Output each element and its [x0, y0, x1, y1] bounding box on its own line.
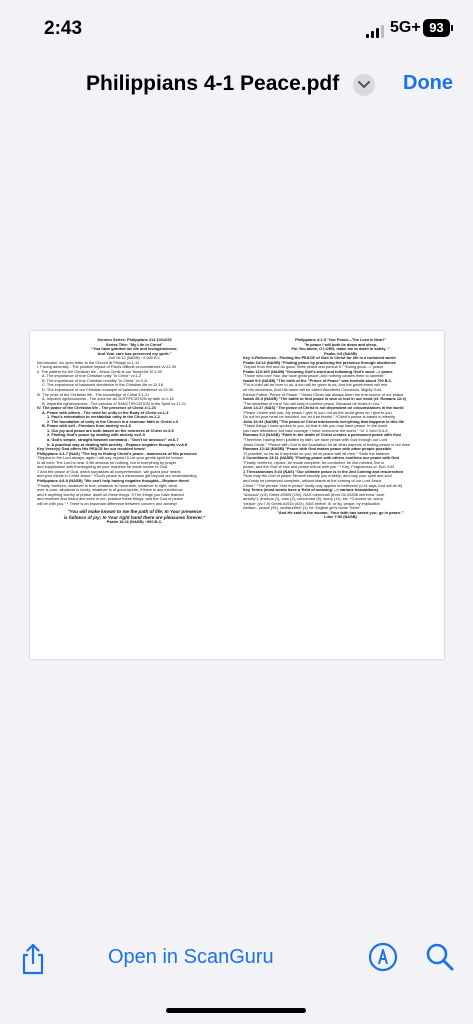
- text-line: Introduction: An open letter to the Church at Philippi vv.1-11: [37, 360, 140, 365]
- text-line: ever is pure, whatever is lovely, whatever is of good repute, if there is any excellence: [37, 488, 183, 493]
- navigation-bar: [0, 62, 473, 110]
- open-in-app-button[interactable]: Open in ScanGuru: [108, 946, 274, 968]
- text-line: Romans 12:18 (NASB) "Peace with God makes peace with other people possible: [243, 447, 392, 452]
- text-line: B. Imparted righteousness - The process of SANCTIFICATION in the Spirit vv.17-21: [42, 401, 187, 406]
- bottom-toolbar: [0, 930, 473, 990]
- text-line: and received and heard and seen in me, practice these things, and the God of peace: [37, 497, 183, 502]
- text-line: Key Verse(s) God offers His PEACE for our troubled times!: [37, 447, 146, 452]
- header-line: "In peace I will both lie down and sleep,: [303, 342, 378, 347]
- closing-verse-line: is fullness of joy; In Your right hand there are pleasures forever.": [63, 514, 206, 520]
- text-line: "Depart from evil and do good; Seek peace and pursue it." *Doing good --> peace: [243, 365, 384, 370]
- text-line: "Those who love Your law have great peace, And nothing causes them to stumble.": [243, 374, 386, 379]
- text-line: And Your care has preserved my spirit.": [97, 351, 172, 356]
- chevron-down-icon[interactable]: [353, 74, 375, 96]
- battery-icon: 93: [423, 19, 450, 37]
- text-line: you have tribulation, but take courage; I have overcome the world." *cf. 1 John 5:4-5: [243, 428, 388, 433]
- pdf-page[interactable]: [30, 331, 444, 659]
- text-line: "Finally, brethren, whatever is true, whatever is honorable, whatever is right, what-: [37, 483, 179, 488]
- search-icon[interactable]: [425, 942, 455, 977]
- verse-reference: Luke 7:50 (NASB): [324, 515, 357, 520]
- text-line: "Now may the God of peace Himself sanctify you entirely; and may your spirit and soul: [243, 474, 392, 479]
- right-column: [243, 338, 438, 520]
- text-line: John 16:33 (NASB) "The peace of Christ transcends everything that happens in this life: [243, 419, 405, 424]
- text-line: Christ." *The phrase "rest in peace" really only applies to believers! (v.24 says God will do it!): [243, 483, 403, 488]
- share-icon[interactable]: [20, 943, 46, 980]
- text-line: "If possible, so far as it depends on you, be at peace with all men." *Note the balance: [243, 451, 390, 456]
- text-line: B. Peace with self - Freedom from anxiety vv.4-5: [42, 424, 131, 429]
- text-line: to all men. The Lord is near. 6 Be anxious for nothing, but in everything by prayer: [37, 460, 177, 465]
- text-line: Series Title: "My Life in Christ": [105, 342, 164, 347]
- status-time: 2:43: [44, 18, 83, 39]
- text-line: "Rejoice in the Lord always; again I will say, rejoice! 5 Let your gentle spirit be known: [37, 456, 183, 461]
- text-line: D. The importance of our Christian example of balanced obedience vv.19-30: [42, 388, 174, 393]
- text-line: "Peace I leave with you; My peace I give to you; not as the world gives do I give to you.: [243, 410, 393, 415]
- text-line: Do not let your heart be troubled, nor let it be fearful." *Christ's peace is based in eternity: [243, 415, 396, 420]
- text-line: John 14:27 (NAS) "The peace of Christ is not dependent on circumstances in the world: [243, 406, 404, 411]
- closing-verse-line: "And He said to the woman, 'Your faith has saved you; go in peace.'": [277, 510, 404, 515]
- text-line: Job 10:12 (NASB) ~2,500 B.C: [108, 356, 161, 361]
- text-line: "For a child will be born to us, a son will be given to us; And the government will rest: [243, 383, 388, 388]
- text-line: 2. The foundation of unity in the Church is a common faith in Christ v.3: [47, 419, 178, 424]
- text-line: and if anything worthy of praise, dwell on these things. 9 The things you have learned: [37, 492, 184, 497]
- text-line: Romans 5:1 (NASB) "Faith in the death of Christ creates a permanent peace with God: [243, 433, 401, 438]
- verse-reference: Psalm 16:11 (NASB) ~900 B.C.: [106, 519, 163, 524]
- text-line: III. The prize of the Christian life - The knowledge of Christ 3:1-21: [37, 392, 150, 397]
- text-line: 2. Finding God's peace by dealing with anxiety vv.6-9: [47, 433, 145, 438]
- text-line: C. The importance of balanced obedience in the Christian life vv.12-18: [42, 383, 163, 388]
- text-line: Psalm 34:14 (NASB) "Finding peace by practicing His presence through obedience: [243, 360, 396, 365]
- status-bar: [0, 0, 473, 56]
- markup-pen-icon[interactable]: [368, 942, 398, 977]
- text-line: Isaiah 9:6 (NASB) "The birth of the "Prince of Peace" was foretold about 700 B.C.: [243, 378, 393, 383]
- done-button[interactable]: Done: [403, 72, 453, 94]
- document-title[interactable]: Philippians 4-1 Peace.pdf: [86, 72, 340, 95]
- header-line: For You alone, O LORD, make me to dwell in safety .": [291, 347, 390, 352]
- left-column: [37, 338, 232, 524]
- text-line: a. God's simple, straight-forward command - "Don't be anxious!" vv.6-7: [47, 438, 179, 443]
- text-line: Philippians 4:4-7 (NAS) "The key to finding Christ's peace - awareness of His presence: [37, 451, 197, 456]
- text-line: B. The importance of true Christian humility "in Christ" vv.3-11: [42, 378, 148, 383]
- text-line: "You have granted me life and lovingkindness;: [91, 347, 178, 352]
- text-line: on His shoulders; And His name will be called Wonderful Counselor, Mighty God,: [243, 388, 382, 393]
- text-line: 1 Thessalonians 5:23 (NAS) "Our ultimate peace is in the 2nd Coming and resurrection: [243, 469, 404, 474]
- text-line: Jesus Christ." *Peace with God is the foundation for all other aspects of finding peace in our lives: [243, 442, 410, 447]
- text-line: 2 Corinthians 13:11 (NASB) "Finding peace with others confirms our peace with God: [243, 456, 399, 461]
- battery-tip: [451, 25, 453, 31]
- home-indicator[interactable]: [166, 1008, 306, 1013]
- text-line: Philippians 4:8-9 (NASB) "We can't help having negative thoughts—Replace them!: [37, 478, 190, 483]
- text-line: IV. The peace of the Christian life - The presence of Christ 4:1-23: [37, 406, 156, 411]
- text-line: "anxious" (v.6) Greek #3309 (19x), NAS merimnaō (from Gk #3308 merimna "care,: [243, 492, 386, 497]
- text-line: "These things I have spoken to you, so that in Me you may have peace. In the world: [243, 424, 388, 429]
- text-line: Key X-References - Finding the PEACE of God in Christ for life in a turbulent world: [243, 356, 396, 361]
- header-line: Psalm 4:8 (NASB): [324, 351, 357, 356]
- text-line: A. Imputed righteousness - The once-for-all JUSTIFICATION by faith vv.1-16: [42, 397, 174, 402]
- closing-verse-line: "You will make known to me the path of life; In Your presence: [67, 509, 202, 515]
- text-line: I. Facing adversity - The positive impact of Paul's difficult circumstances vv.12-30: [37, 365, 177, 370]
- text-line: 1. Paul's exhortation to reestablish unity in the Church vv.1-2: [47, 415, 160, 420]
- text-line: and supplication with thanksgiving let your requests be made known to God.: [37, 465, 169, 470]
- text-line: Psalm 119:165 (NASB) "Knowing God's word and following God's word --> peace: [243, 369, 393, 374]
- text-line: "Finally, brethren, rejoice, be made complete, be comforted, be like-minded, live in: [243, 460, 385, 465]
- text-line: b. A practical way of dealing with anxiety - Replace negative thoughts vv.8-9: [47, 442, 188, 447]
- text-line: "peace" (vv.7,9) Greek #1515 (92x), NAS eirēnē: lit. or fig. peace, by implication: [243, 501, 380, 506]
- text-line: and body be preserved complete, without blame at the coming of our Lord Jesus: [243, 478, 382, 483]
- text-line: "Therefore, having been justified by faith, we have peace with God through our Lord: [243, 438, 388, 443]
- text-line: will be with you." * There is an important difference between concern and anxiety!: [37, 501, 177, 506]
- text-line: 7 And the peace of God, which surpasses all comprehension, will guard your hearts: [37, 469, 181, 474]
- network-type: 5G+: [390, 19, 421, 36]
- text-line: anxiety"): anxious (1), care (2), concerned (5), worry (11), etc. *Concern vs. worry: [243, 497, 383, 502]
- text-line: Isaiah 26:3 (NASB) "The battle to find peace is won or lost in our mind (cf. Romans 12:2): [243, 397, 406, 402]
- text-line: and your minds in Christ Jesus." *God's peace is a miraculous gift beyond our understanding: [37, 474, 197, 479]
- cellular-signal-icon: [366, 24, 386, 38]
- text-line: A. Peace with others - The need for unity in the Body of Christ vv.1-3: [42, 410, 169, 415]
- text-line: peace; and the God of love and peace will be with you." * Key: Forgiveness cf. Eph 4:32: [243, 465, 395, 470]
- header-line: Philippians 4:1-9 "Our Peace—The Lord is Near!": [295, 338, 386, 342]
- text-line: welfare-- peace (91), undisturbed* (1) *cf. English girl's name "Irene": [243, 506, 361, 511]
- text-line: II. The pattern for the Christian life - Jesus Christ is our 'blueprint' f2:1-30: [37, 369, 162, 374]
- text-line: 1. Our joy and peace are both based on the nearness of Christ vv.4-5: [47, 428, 174, 433]
- text-line: "The steadfast of mind You will keep in perfect peace, Because he trusts in You.": [243, 401, 382, 406]
- text-line: Eternal Father, Prince of Peace." *Jesus Christ has always been the true source of our peace: [243, 392, 404, 397]
- text-line: Key Terms (most words have a 'field of meaning' --> various translations): [243, 488, 379, 493]
- text-line: A. The importance of true Christian unity "in Christ" vv.1-2: [42, 374, 142, 379]
- text-line: Sermon Series: Philippians #14 10/12/25: [97, 338, 172, 342]
